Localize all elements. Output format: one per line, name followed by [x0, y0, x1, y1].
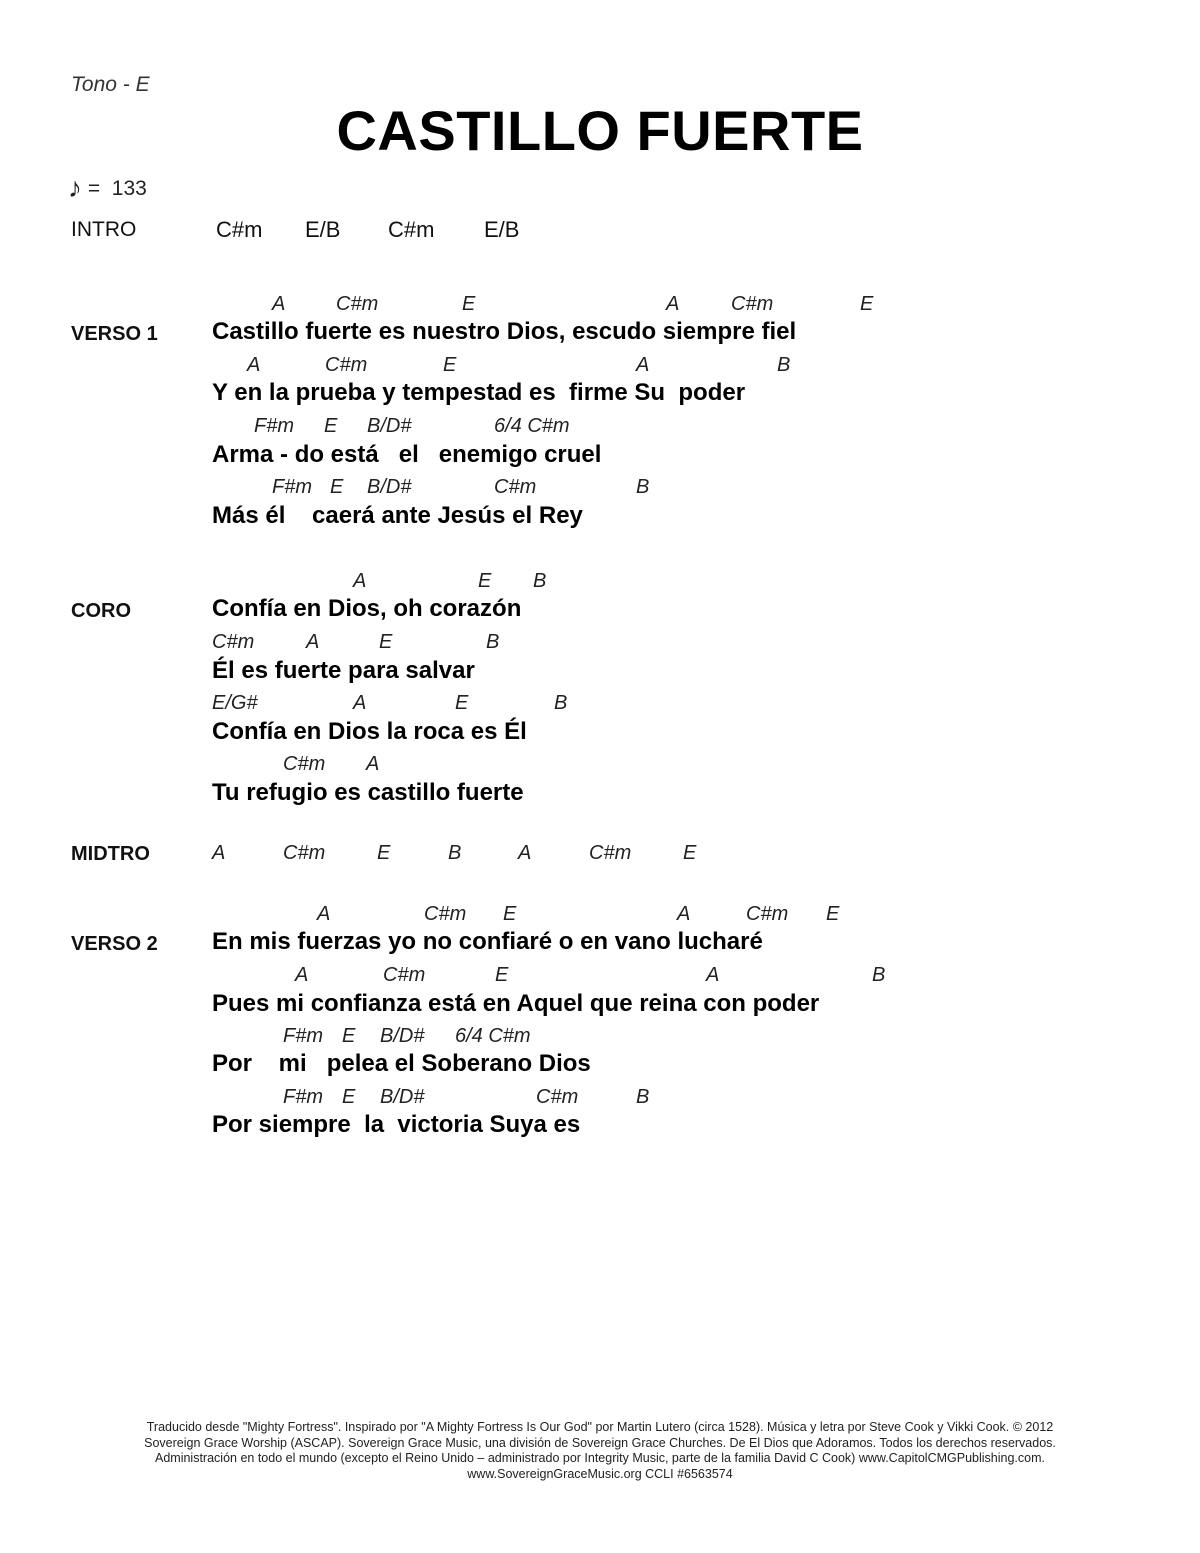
chord: B/D#	[380, 1025, 425, 1047]
chord: F#m	[254, 415, 294, 437]
chord: F#m	[283, 1025, 323, 1047]
chord: A	[212, 842, 226, 864]
chord: A	[353, 570, 367, 592]
chord: E	[342, 1086, 356, 1108]
intro-chord: E/B	[484, 217, 520, 242]
chord: C#m	[325, 354, 368, 376]
chord: C#m	[746, 903, 789, 925]
copyright-footer	[0, 1420, 1200, 1482]
chord: 6/4 C#m	[455, 1025, 531, 1047]
chord: E	[379, 631, 393, 653]
chorus-label: CORO	[71, 600, 131, 622]
chord: C#m	[536, 1086, 579, 1108]
chord: B	[554, 692, 568, 714]
footer-line: Traducido desde "Mighty Fortress". Inspirado por "A Mighty Fortress Is Our God" por Martin Lutero (circa 1528). Música y letra por Steve Cook y Vikki Cook. © 2012	[146, 1420, 1054, 1434]
chord: E	[503, 903, 517, 925]
chord: C#m	[731, 293, 774, 315]
chord: A	[666, 293, 680, 315]
chord: B	[872, 964, 886, 986]
chord: C#m	[212, 631, 255, 653]
lyric-line: Por siempre la victoria Suya es	[212, 1111, 581, 1138]
song-title: CASTILLO FUERTE	[336, 99, 864, 162]
lyric-line: En mis fuerzas yo no confiaré o en vano lucharé	[212, 928, 763, 955]
chord: 6/4 C#m	[494, 415, 570, 437]
chord: B	[636, 476, 650, 498]
eighth-note-icon: ♪	[68, 172, 82, 203]
chord: E	[860, 293, 874, 315]
key-label: Tono - E	[71, 73, 150, 96]
chord: A	[306, 631, 320, 653]
lyric-line: Confía en Dios, oh corazón	[212, 595, 522, 622]
chord: E	[478, 570, 492, 592]
lyric-line: Por mi pelea el Soberano Dios	[212, 1050, 591, 1077]
chord: A	[272, 293, 286, 315]
chord: E	[443, 354, 457, 376]
chord: A	[706, 964, 720, 986]
verse1-label: VERSO 1	[71, 323, 158, 345]
lyric-line: Más él caerá ante Jesús el Rey	[212, 502, 583, 529]
chord: F#m	[272, 476, 312, 498]
chord: C#m	[424, 903, 467, 925]
lyric-line: Castillo fuerte es nuestro Dios, escudo siempre fiel	[212, 318, 797, 345]
intro-label: INTRO	[71, 218, 137, 241]
intro-chord: E/B	[305, 217, 341, 242]
chord: E	[377, 842, 391, 864]
midtro-label: MIDTRO	[71, 843, 150, 865]
chord: F#m	[283, 1086, 323, 1108]
chord: A	[247, 354, 261, 376]
chord: A	[295, 964, 309, 986]
intro-chord: C#m	[216, 217, 263, 242]
chord: B	[636, 1086, 650, 1108]
lyric-line: Tu refugio es castillo fuerte	[212, 779, 524, 806]
footer-line: Administración en todo el mundo (excepto el Reino Unido – administrado por Integrity Music, parte de la familia David C Cook) www.CapitolCMGPublishing.com.	[155, 1451, 1045, 1465]
verse2-label: VERSO 2	[71, 933, 158, 955]
chord: B/D#	[380, 1086, 425, 1108]
chord: B/D#	[367, 415, 412, 437]
chord: E	[455, 692, 469, 714]
chord: B	[486, 631, 500, 653]
lyric-line: Y en la prueba y tempestad es firme Su poder	[212, 379, 746, 406]
lyric-line: Pues mi confianza está en Aquel que reina con poder	[212, 990, 820, 1017]
chord: E	[330, 476, 344, 498]
chord: E	[826, 903, 840, 925]
chord: C#m	[283, 753, 326, 775]
chord: A	[366, 753, 380, 775]
chord: E	[342, 1025, 356, 1047]
chord: B/D#	[367, 476, 412, 498]
chord: A	[317, 903, 331, 925]
chord: E	[324, 415, 338, 437]
chord: E	[462, 293, 476, 315]
chord: E/G#	[212, 692, 258, 714]
chord: A	[353, 692, 367, 714]
lyric-line: Él es fuerte para salvar	[212, 657, 475, 684]
chord: E	[683, 842, 697, 864]
tempo-value: = 133	[87, 177, 147, 200]
intro-chord: C#m	[388, 217, 435, 242]
chord: C#m	[383, 964, 426, 986]
chord: A	[636, 354, 650, 376]
lyric-line: Arma - do está el enemigo cruel	[212, 441, 602, 468]
chord: A	[677, 903, 691, 925]
chord: B	[777, 354, 791, 376]
lyric-line: Confía en Dios la roca es Él	[212, 718, 527, 745]
chord: C#m	[494, 476, 537, 498]
footer-line: Sovereign Grace Worship (ASCAP). Sovereign Grace Music, una división de Sovereign Grace Churches. De El Dios que Adoramos. Todos los derechos reservados.	[144, 1435, 1056, 1450]
chord: C#m	[336, 293, 379, 315]
chord: E	[495, 964, 509, 986]
tempo-marking	[68, 170, 147, 202]
chord: C#m	[589, 842, 632, 864]
chord: B	[533, 570, 547, 592]
chord: C#m	[283, 842, 326, 864]
chord: A	[518, 842, 532, 864]
chord: B	[448, 842, 462, 864]
footer-line: www.SovereignGraceMusic.org CCLI #6563574	[467, 1466, 733, 1481]
